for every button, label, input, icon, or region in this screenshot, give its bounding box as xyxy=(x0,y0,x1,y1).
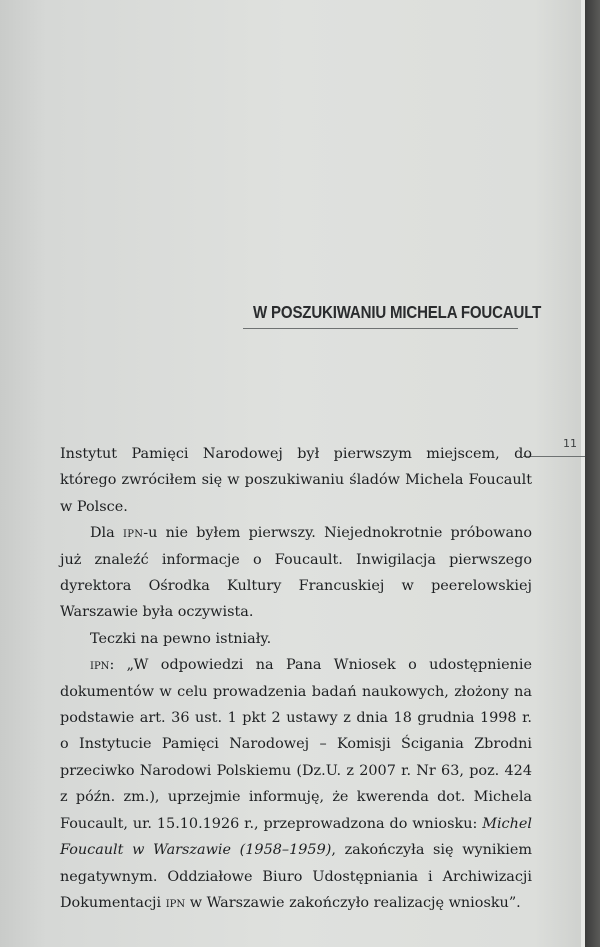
page-number-rule xyxy=(523,456,585,457)
paragraph-3: Teczki na pewno istniały. xyxy=(90,630,272,647)
page-edge-shadow xyxy=(585,0,600,947)
ipn-abbreviation: ipn xyxy=(165,894,186,911)
ipn-abbreviation: ipn xyxy=(90,657,110,674)
ipn-abbreviation: ipn xyxy=(122,525,144,542)
heading-rule xyxy=(243,328,518,329)
page-number: 11 xyxy=(563,437,577,450)
paragraph-4-quote: ipn: „W odpowiedzi na Pana Wniosek o udostępnienie dokumentów w celu prowadzenia badań naukowych, złożony na podstawie art. 36 ust. 1 pkt 2 ustawy z dnia 18 grudnia 1998 r. o Instytucie Pamięci Narodowej – Komisji Ścigania Zbrodni przeciwko Narodowi Polskiemu (Dz.U. z 2007 r. Nr 63, poz. 424 z późn. zm.), uprzejmie informuję, że kwerenda dot. Michela Foucault, ur. 15.10.1926 r., przeprowadzona do wniosku: Michel Foucault w Warszawie (1958–1959), zakończyła się wynikiem negatywnym. Oddziałowe Biuro Udostępniania i Archiwizacji Dokumentacji ipn w Warszawie zakończyło realizację wniosku”. xyxy=(60,657,532,911)
paragraph-2: Dla ipn-u nie byłem pierwszy. Niejednokrotnie próbowano już znaleźć informacje o Foucault. Inwigilacja pierwszego dyrektora Ośrodka Kultury Francuskiej w peerelowskiej Warszawie była oczywista. xyxy=(60,525,533,621)
show-through-text xyxy=(70,75,550,419)
paragraph-1: Instytut Pamięci Narodowej był pierwszym miejscem, do którego zwróciłem się w poszukiwaniu śladów Michela Foucault w Polsce. xyxy=(60,446,532,515)
work-title: Michel Foucault w Warszawie (1958–1959) xyxy=(60,815,532,859)
chapter-heading: W POSZUKIWANIU MICHELA FOUCAULT xyxy=(253,302,542,322)
body-text xyxy=(60,441,532,916)
